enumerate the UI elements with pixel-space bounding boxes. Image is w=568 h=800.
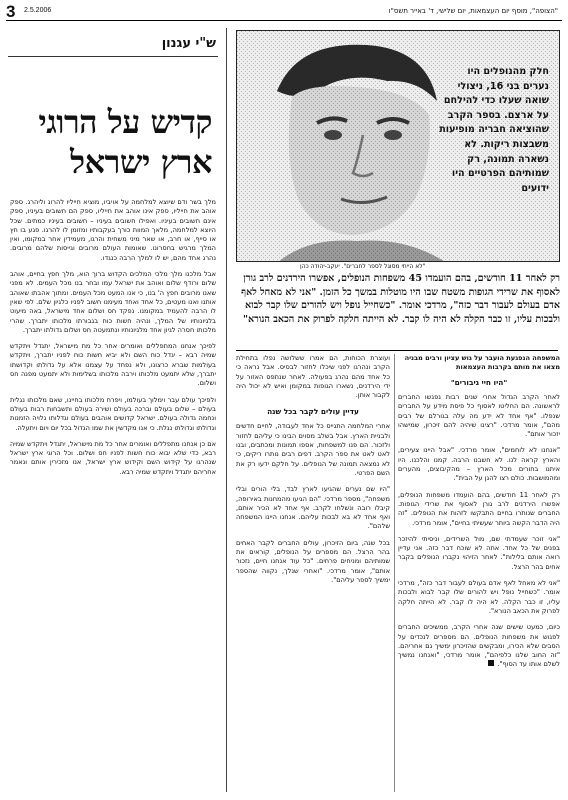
closing-paragraph: כיום, כמעט שישים שנה אחרי הקרב, ממשיכים החברים לפגוש את משפחות הנופלים. הם מספרים לנכדים על הסבים שלא הכירו, ומבקשים שהזיכרון ימשיך גם אחריהם. "זה החוב שלנו כלפיהם", אומר מרדכי, "ואנחנו נמשיך לשלם אותו עד הסוף".	[398, 623, 560, 669]
issue-date: 2.5.2006	[24, 7, 52, 14]
left-body	[10, 198, 216, 794]
left-column	[8, 26, 218, 794]
column-rule	[394, 354, 395, 792]
photo-credit: "לא הייתי מסוגל לספר לחברים". יעקב-יהודה כהן	[300, 263, 426, 270]
pull-quote-rule	[236, 350, 558, 351]
subhead: עדיין עולים לקבר בכל שנה	[267, 407, 359, 417]
right-paragraph: רק לאחר 11 חודשים, בהם הועמדו משפחות הנופלים, אפשרו הירדנים לרב גורן לאסוף את שרידי הגופות. החברים שנותרו בחיים התבקשו לזהות את הנופלים. "זה היה הדבר הקשה ביותר שעשיתי בחיים", אומר מרדכי.	[398, 490, 560, 527]
page-number: 3	[6, 2, 16, 21]
header-strap: "הצופה", מוסף יום העצמאות, יום שלישי, ד' באייר תשס"ו	[388, 7, 558, 15]
right-paragraph: "אני זוכר שעמדתי שם, מול השרידים, וניסיתי להיזכר בפנים של כל אחד. אתה לא שוכח דבר כזה. אני עדיין רואה אותם בלילות". לאחר הזיהוי נקברו הנופלים בקבר אחים בהר הרצל.	[398, 534, 560, 571]
middle-column	[236, 354, 390, 794]
right-paragraph: "אני לא מאחל לאף אדם בעולם לעבור דבר כזה", מרדכי אומר. "כשחייל נופל ויש להורים שלו קבר לבוא ולבכות עליו, זו כבר הקלה. לא היה לו קבר. לא הייתה חלקה לפרוק את הכאב הנורא".	[398, 579, 560, 615]
header-rule	[6, 20, 562, 21]
end-mark-icon	[488, 660, 494, 666]
left-paragraph: לפיכך אנחנו המתפללים ואומרים אחר כל מת מישראל, יתגדל ויתקדש שמיה רבא – יגדל כוח השם ולא יביא חשות כוח לפניו יתברך, ויתקדש בעולמות שברא כרצונו, ולא נפחד על עצמנו אלא על גדולתו וקדושתו יתברך, שלא יתמעט מלכותו וירבה מלכותו בשלימות ולא יתמעט מפנה חס ושלום.	[10, 342, 216, 388]
right-title: "היו חיי גיבורים"	[450, 378, 508, 387]
right-column	[398, 354, 560, 794]
right-paragraph: לאחר הקרב הגדול אחרי שנים רבות נפגשו החברים לראשונה. הם החליטו לאסוף כל פיסת מידע על החברים שנפלו. "אף אחד לא ידע מה עלה בגורלם של רבים מהם", אומר מרדכי. "רצינו שיהיה להם זיכרון, שמישהו יזכור אותם".	[398, 393, 560, 439]
mid-paragraph: בכל שנה, ביום הזיכרון, עולים החברים לקבר האחים בהר הרצל. הם מספרים על הנופלים, קוראים את שמותיהם ומניחים פרחים. "כל עוד אנחנו חיים, נזכור אותם", אומר מרדכי. "ואחרי שנלך, נקווה שהספר ימשיך לספר עליהם".	[236, 538, 390, 584]
pull-quote: רק לאחר 11 חודשים, בהם הועמדו 45 משפחות הנופלים, אפשרו הירדנים לרב גורן לאסוף את שרידי הגופות משטח שבו היו מוטלות במשך כל הזמן. "אני לא מאחל לאף אדם בעולם לעבור דבר כזה", מרדכי אומר. "כשחייל נופל ויש להורים שלו קבר לבוא ולבכות עליו, זו כבר הקלה לא היה לו קבר. לא הייתה חלקה לפרוק את הכאב הנורא"	[241, 273, 560, 326]
column-divider	[226, 28, 227, 792]
mid-paragraph: "היו שם נערים שהגיעו לארץ לבד, בלי הורים ובלי משפחה", מספר מרדכי. "הם הגיעו מהמחנות באירופה, קיבלו רובה ונשלחו לקרב. אף אחד לא הכיר אותם, ואף אחד לא בא לבכות עליהם. אנחנו היינו המשפחה שלהם".	[236, 485, 390, 531]
portrait-photo	[236, 30, 560, 262]
photo-caption: חלק מהנופלים היו נערים בני 16, ניצולי שואה שעלו כדי להילחם על ארצם. בספר הקרב שהוציאה חבריה מופיעות משבצות ריקות. לא נשארה תמונה, רק שמותיהם הפרטיים היו ידועים	[439, 66, 549, 194]
right-paragraph	[398, 623, 560, 669]
byline-rule	[8, 56, 218, 57]
page-header	[0, 0, 568, 22]
right-paragraph: "אנחנו לא לוחמים", אומר מרדכי. "אבל היינו צעירים, והארץ קראה לנו. לא חשבנו הרבה. קמנו והלכנו. היו איתנו בחורים מכל הארץ – מהקיבוצים, מהערים ומהמושבות. כולם רצו להגן על הבית".	[398, 446, 560, 483]
left-paragraph: אם כן אנחנו מתפללים ואומרים אחר כל מת מישראל, יתגדל ויתקדש שמיה רבא, כדי שלא יבוא כוח חשות לפניו חס ושלום. וכל הרוגי ארץ ישראל שנהרגו על קידוש השם וקידוש ארץ ישראל, אנו מזכירין אותם ונאמר אחריהם יתגדל ויתקדש שמיה רבא.	[10, 439, 216, 476]
byline: ש"י עגנון	[161, 36, 216, 51]
mid-paragraph: אחרי המלחמה התגייס כל אחד לעבודה, לחיים חדשים ולבניית הארץ. אבל בשלב מסוים הבינו כי עליהם לחזור ולזכור. הם פנו למשפחות, אספו תמונות ומכתבים, ובנו לאט לאט את ספר הקרב. דפים רבים נותרו ריקים, כי לא נמצאה תמונה של הנופלים. על חלקם ידעו רק את השם הפרטי.	[236, 422, 390, 477]
intro-text: המשפחה הנפגעת הועבר על גוש עציון ורבים מבניה מצאו את מותם בקרבות העצמאות	[404, 354, 560, 371]
left-paragraph: ולפיכך עולם עבר וימלוך בעולמו, ויפרח מלכותו בחיינו, שאם מלכותו נגלית בעולם – שלום בעולם וברכה בעולם ושירה בעולם ותשבחות רבות בעולם ונחמה גדולה בעולם. ישראל קדושים אוהבים בעולם וגדלותו גלויה הזמנות וגדולתו וגדולתו נגלת. כי אנו מקדשין את שמו הגדול בכל יום ויום ויתעלה.	[10, 395, 216, 432]
left-paragraph: מלך בשר ודם שיוצא למלחמה על אויביו, מוציא חייליו להרוג וליהרג. ספק אוהב את חייליו, ספק אינו אוהב את חייליו, ספק הם חשובים בעיניו, ספק אינם חשובים בעיניו. ואפילו חשובים בעיניו – חשובים בעיניו כמתים. שכל היוצא למלחמה, מלאך המוות כורך בעקבותיו ומזומן לו להרגו. פגע בו חץ או סייף, או חרב, או שאר מיני משחית והרגו, מעמידין אחר במקומו, ואין המלך מרגיש בחסרונו. שאומות העולם מרובים וגייסות שלהם מרובים. נהרג אחד מהם, יש לו למלך הרבה כנגדו.	[10, 198, 216, 262]
left-paragraph: אבל מלכנו מלך מלכי המלכים הקדוש ברוך הוא, מלך חפץ בחיים, אוהב שלום ורודף שלום ואוהב את ישראל עמו ובחר בנו מכל העמים. לא מפני שאנו מרובים חפץ ה' בנו, כי אנו המעט מכל העמים. ומתוך אהבתו שאוהב אותנו ואנו מעטים, כל אחד ואחד מעימנו חשוב לפניו כלגיון שלם. לפי שאין לו הרבה להעמיד במקומנו. נפקד חס ושלום אחד מישראל, באה מיעוט בלגיונותיו של המלך, ונהיה חשות כוח בגבורתו מלכותו יתברך. שהרי מלכותו חסרה לגיון אחד מלגיונותיו ונתמעטה חס ושלום גדולתו יתברך.	[10, 270, 216, 334]
headline: קדיש על הרוגי ארץ ישראל	[38, 103, 212, 181]
mid-paragraph: ועוצרת הכוחות, הם אמרו ששלושה נפלו בתחילת הקרב ונהרגו לפני שיכלו לחזור לבסיס. אבל נראה כי כל אחד מהם נהרג בפעולה. לאחר שנתפס האזור על ידי הירדנים, נשארו הגופות במקומן ואיש לא יכול היה לקבור אותן.	[236, 354, 390, 400]
